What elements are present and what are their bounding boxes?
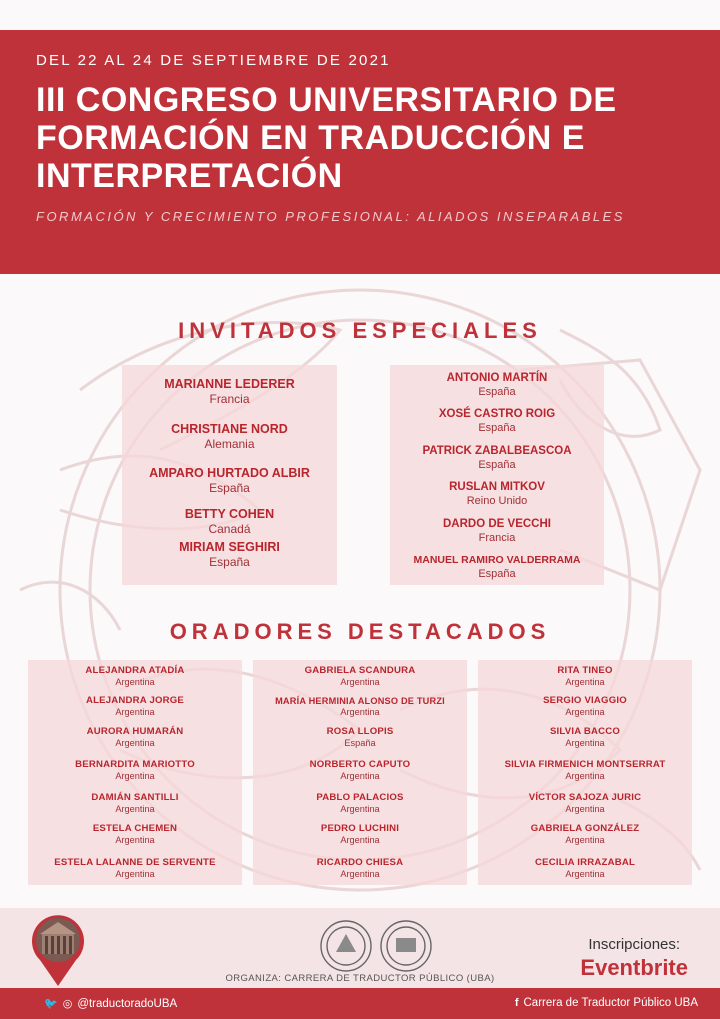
speaker-entry bbox=[253, 726, 467, 749]
speaker-entry bbox=[253, 665, 467, 688]
speaker-country: Argentina bbox=[340, 707, 380, 717]
speaker-country: Argentina bbox=[565, 804, 605, 814]
speaker-name: ROSA LLOPIS bbox=[326, 726, 394, 737]
guest-name: AMPARO HURTADO ALBIR bbox=[149, 466, 310, 480]
guest-entry bbox=[122, 422, 337, 451]
social-left[interactable] bbox=[44, 997, 177, 1010]
invitados-title: INVITADOS ESPECIALES bbox=[178, 318, 542, 343]
speaker-country: Argentina bbox=[565, 738, 605, 748]
speaker-country: Argentina bbox=[115, 869, 155, 879]
speaker-entry bbox=[253, 857, 467, 880]
speaker-entry bbox=[28, 857, 242, 880]
speaker-entry bbox=[28, 759, 242, 782]
oradores-col1-box bbox=[28, 660, 242, 885]
guest-country: Canadá bbox=[208, 522, 251, 536]
speaker-country: España bbox=[344, 738, 376, 748]
twitter-icon: 🐦 bbox=[44, 998, 58, 1010]
speaker-entry bbox=[28, 792, 242, 815]
speaker-name: ESTELA LALANNE DE SERVENTE bbox=[54, 857, 216, 868]
title-line: INTERPRETACIÓN bbox=[36, 157, 343, 195]
speaker-name: SILVIA BACCO bbox=[549, 726, 621, 737]
guest-entry bbox=[390, 371, 604, 399]
speaker-entry bbox=[28, 823, 242, 846]
facebook-handle[interactable]: Carrera de Traductor Público UBA bbox=[523, 997, 698, 1009]
speaker-country: Argentina bbox=[115, 677, 155, 687]
speaker-name: SILVIA FIRMENICH MONTSERRAT bbox=[504, 759, 666, 770]
inscripciones-block[interactable] bbox=[580, 936, 688, 981]
guest-entry bbox=[390, 444, 604, 472]
guest-country: Reino Unido bbox=[466, 495, 528, 507]
speaker-name: SERGIO VIAGGIO bbox=[543, 695, 627, 706]
guest-entry bbox=[122, 377, 337, 406]
guest-country: Alemania bbox=[204, 437, 255, 451]
guest-country: España bbox=[478, 386, 516, 398]
guest-name: MANUEL RAMIRO VALDERRAMA bbox=[413, 554, 581, 566]
guest-entry bbox=[390, 407, 604, 435]
guest-name: MARIANNE LEDERER bbox=[164, 377, 295, 391]
guest-name: DARDO DE VECCHI bbox=[443, 518, 551, 530]
speaker-country: Argentina bbox=[115, 707, 155, 717]
speaker-name: RITA TINEO bbox=[557, 665, 613, 676]
event-title bbox=[36, 81, 684, 195]
speaker-entry bbox=[478, 792, 692, 815]
speaker-name: ESTELA CHEMEN bbox=[92, 823, 178, 834]
speaker-entry bbox=[253, 823, 467, 846]
oradores-title: ORADORES DESTACADOS bbox=[169, 619, 551, 644]
speaker-name: GABRIELA GONZÁLEZ bbox=[530, 823, 640, 834]
guest-entry bbox=[122, 507, 337, 536]
speaker-country: Argentina bbox=[565, 771, 605, 781]
speaker-country: Argentina bbox=[340, 835, 380, 845]
guest-country: Francia bbox=[209, 392, 250, 406]
title-line: III CONGRESO UNIVERSITARIO DE bbox=[36, 81, 617, 119]
speaker-country: Argentina bbox=[340, 804, 380, 814]
speaker-entry bbox=[478, 823, 692, 846]
footer-bar bbox=[0, 988, 720, 1019]
speaker-name: PABLO PALACIOS bbox=[316, 792, 404, 803]
speaker-entry bbox=[478, 665, 692, 688]
speaker-country: Argentina bbox=[565, 677, 605, 687]
header-banner bbox=[0, 30, 720, 274]
speaker-entry bbox=[28, 726, 242, 749]
speaker-country: Argentina bbox=[115, 835, 155, 845]
speaker-entry bbox=[28, 665, 242, 688]
speaker-entry bbox=[253, 695, 467, 718]
guest-name: RUSLAN MITKOV bbox=[449, 481, 545, 493]
speaker-name: PEDRO LUCHINI bbox=[320, 823, 400, 834]
uba-seal-icon bbox=[318, 918, 436, 974]
speaker-name: NORBERTO CAPUTO bbox=[309, 759, 411, 770]
guest-name: CHRISTIANE NORD bbox=[171, 422, 288, 436]
speaker-name: BERNARDITA MARIOTTO bbox=[75, 759, 195, 770]
social-right[interactable] bbox=[515, 997, 698, 1009]
title-line: FORMACIÓN EN TRADUCCIÓN E bbox=[36, 119, 585, 157]
speaker-name: DAMIÁN SANTILLI bbox=[91, 792, 179, 803]
event-subtitle: FORMACIÓN Y CRECIMIENTO PROFESIONAL: ALIADOS INSEPARABLES bbox=[36, 209, 625, 224]
guest-entry bbox=[122, 466, 337, 495]
speaker-name: MARÍA HERMINIA ALONSO DE TURZI bbox=[275, 696, 445, 706]
guest-country: España bbox=[478, 422, 516, 434]
speaker-entry bbox=[478, 759, 692, 782]
oradores-col2-box bbox=[253, 660, 467, 885]
guest-entry bbox=[122, 540, 337, 569]
organiza-text: ORGANIZA: CARRERA DE TRADUCTOR PÚBLICO (UBA) bbox=[225, 973, 495, 984]
inscripciones-label: Inscripciones: bbox=[588, 936, 681, 953]
speaker-entry bbox=[253, 759, 467, 782]
guest-name: BETTY COHEN bbox=[184, 507, 275, 521]
invitados-right-box bbox=[390, 365, 604, 585]
twitter-handle[interactable]: @traductoradoUBA bbox=[77, 997, 178, 1010]
oradores-col3-box bbox=[478, 660, 692, 885]
speaker-entry bbox=[478, 726, 692, 749]
guest-entry bbox=[390, 517, 604, 545]
guest-country: Francia bbox=[478, 532, 516, 544]
event-date: DEL 22 AL 24 DE SEPTIEMBRE DE 2021 bbox=[36, 52, 391, 69]
speaker-country: Argentina bbox=[340, 869, 380, 879]
instagram-icon: ◎ bbox=[62, 998, 73, 1010]
speaker-country: Argentina bbox=[340, 677, 380, 687]
speaker-name: VÍCTOR SAJOZA JURIC bbox=[528, 792, 642, 803]
speaker-country: Argentina bbox=[565, 707, 605, 717]
guest-name: ANTONIO MARTÍN bbox=[446, 372, 548, 384]
eventbrite-link[interactable]: Eventbrite bbox=[580, 955, 688, 980]
guest-country: España bbox=[209, 481, 250, 495]
speaker-name: AURORA HUMARÁN bbox=[86, 726, 184, 737]
speaker-name: GABRIELA SCANDURA bbox=[304, 665, 416, 676]
speaker-name: RICARDO CHIESA bbox=[316, 857, 404, 868]
guest-country: España bbox=[209, 555, 250, 569]
speaker-country: Argentina bbox=[565, 869, 605, 879]
speaker-country: Argentina bbox=[565, 835, 605, 845]
guest-name: XOSÉ CASTRO ROIG bbox=[438, 408, 556, 420]
facebook-icon: f bbox=[514, 997, 519, 1009]
guest-country: España bbox=[478, 568, 516, 580]
speaker-country: Argentina bbox=[115, 738, 155, 748]
speaker-name: ALEJANDRA JORGE bbox=[85, 695, 185, 706]
speaker-entry bbox=[478, 695, 692, 718]
speaker-entry bbox=[28, 695, 242, 718]
speaker-entry bbox=[253, 792, 467, 815]
speaker-country: Argentina bbox=[340, 771, 380, 781]
guest-entry bbox=[390, 553, 604, 581]
guest-entry bbox=[390, 480, 604, 508]
speaker-name: ALEJANDRA ATADÍA bbox=[85, 665, 185, 676]
speaker-country: Argentina bbox=[115, 771, 155, 781]
guest-name: PATRICK ZABALBEASCOA bbox=[422, 445, 572, 457]
guest-name: MIRIAM SEGHIRI bbox=[179, 540, 280, 554]
speaker-country: Argentina bbox=[115, 804, 155, 814]
guest-country: España bbox=[478, 459, 516, 471]
invitados-left-box bbox=[122, 365, 337, 585]
speaker-name: CECILIA IRRAZABAL bbox=[534, 857, 636, 868]
speaker-entry bbox=[478, 857, 692, 880]
